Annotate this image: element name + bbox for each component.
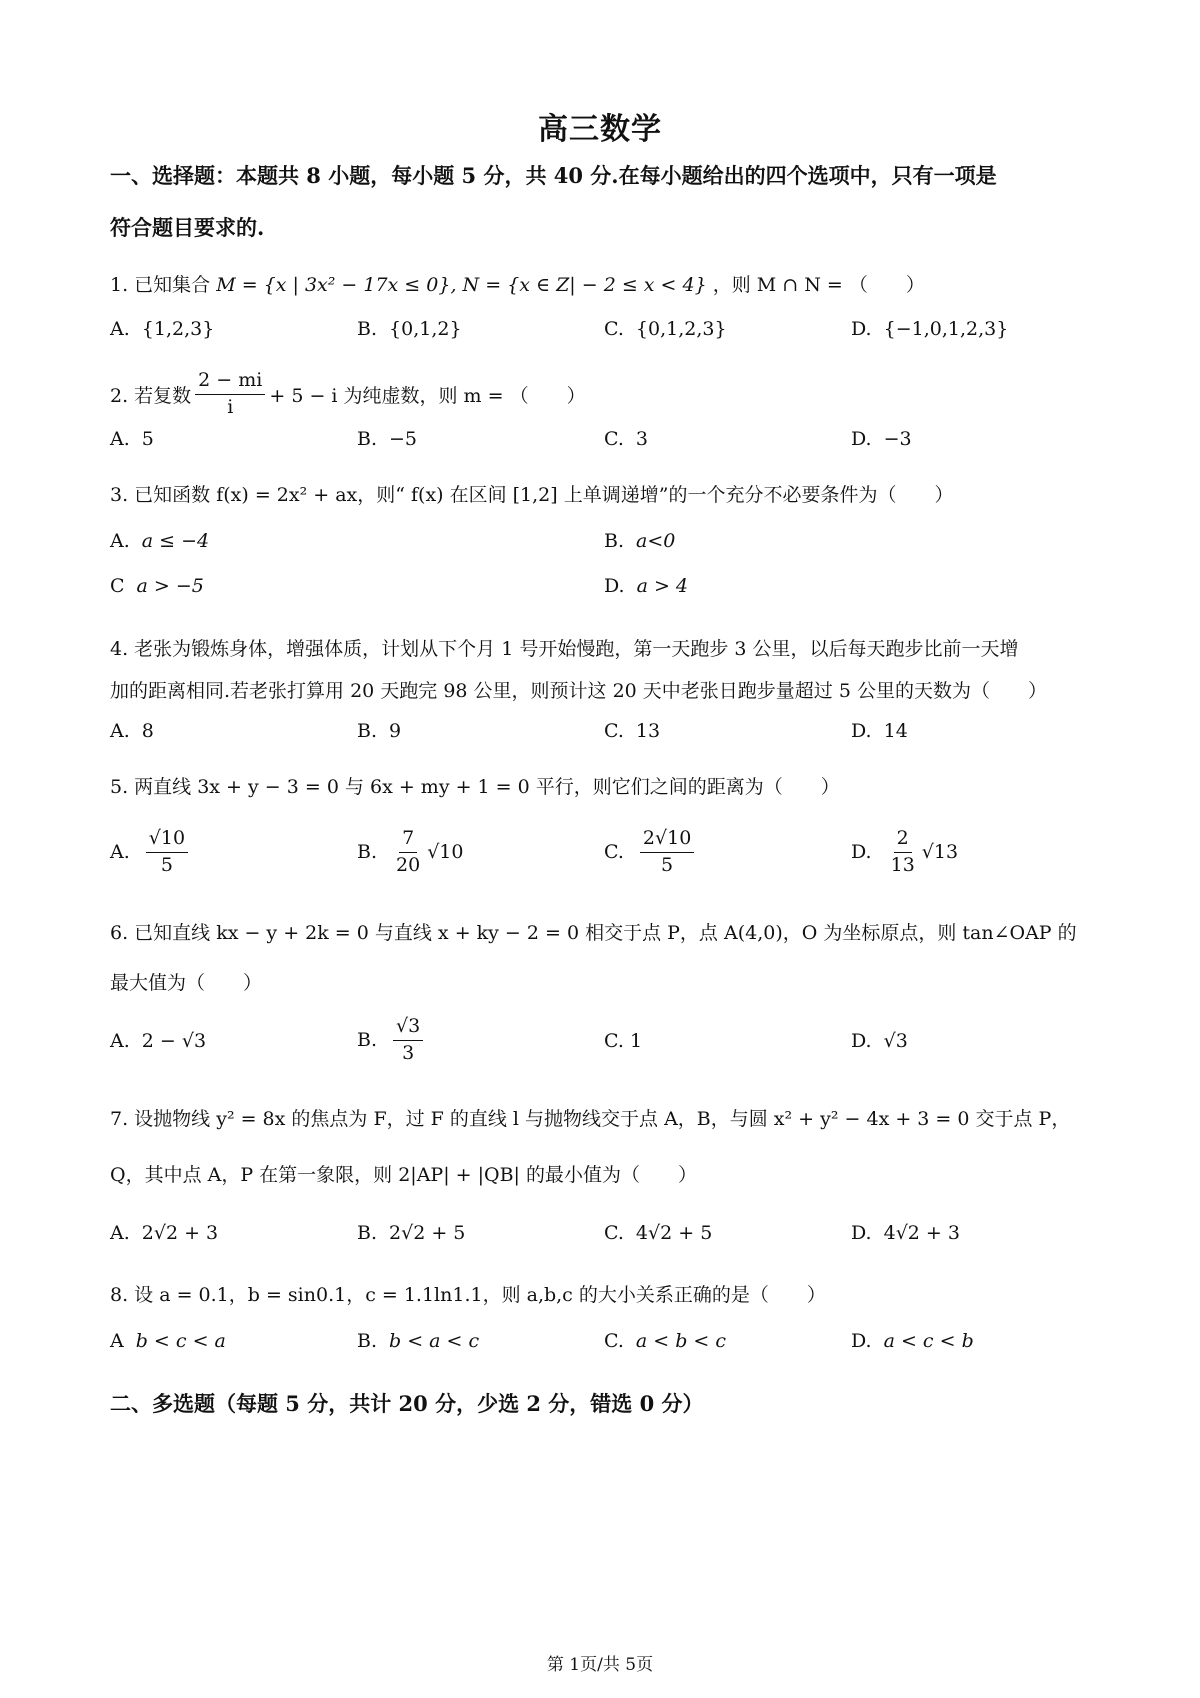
q1-options	[110, 318, 1100, 358]
page-title: 高三数学	[538, 112, 662, 147]
question-6: 6. 已知直线 kx − y + 2k = 0 与直线 x + ky − 2 = 0 相交于点 P，点 A(4,0)，O 为坐标原点，则 tan∠OAP 的	[110, 922, 1077, 944]
option-value: 5	[141, 428, 154, 450]
q2-fraction	[195, 370, 265, 419]
q5-d-fraction	[888, 828, 918, 877]
q2-prefix: 2. 若复数	[110, 384, 192, 407]
option-label: A.	[110, 841, 130, 864]
q6-options	[110, 1012, 1100, 1082]
option-value: b < a < c	[389, 1330, 480, 1352]
q7-option-b[interactable]	[357, 1222, 465, 1244]
q3-option-c[interactable]	[110, 575, 204, 597]
q2-frac-num: 2 − mi	[195, 370, 265, 395]
frac-num: 2√10	[640, 828, 694, 853]
q5-c-fraction	[640, 828, 694, 877]
option-label: C. 1	[604, 1030, 643, 1052]
option-value: a ≤ −4	[141, 530, 210, 552]
option-label: C.	[604, 428, 624, 450]
option-value: 9	[389, 720, 402, 742]
q6-option-d[interactable]	[851, 1030, 908, 1052]
option-value: {0,1,2,3}	[635, 318, 727, 340]
q2-frac-den: i	[227, 395, 234, 418]
option-label: B.	[357, 720, 378, 742]
question-8: 8. 设 a = 0.1，b = sin0.1，c = 1.1ln1.1，则 a,b,c 的大小关系正确的是（ ）	[110, 1284, 826, 1306]
option-value: {1,2,3}	[141, 318, 215, 340]
option-label: D.	[851, 1222, 872, 1244]
question-2	[110, 370, 586, 419]
option-label: C.	[604, 720, 624, 742]
option-label: A.	[110, 428, 130, 450]
option-value: a > −5	[136, 575, 204, 597]
option-label: C.	[604, 1330, 624, 1352]
option-label: A.	[110, 720, 130, 742]
section-1-heading: 一、选择题：本题共 8 小题，每小题 5 分，共 40 分.在每小题给出的四个选项中，只有一项是	[110, 163, 997, 188]
option-label: B.	[357, 841, 378, 864]
question-4-cont: 加的距离相同.若老张打算用 20 天跑完 98 公里，则预计这 20 天中老张日跑步量超过 5 公里的天数为（ ）	[110, 680, 1047, 702]
q5-b-fraction	[393, 828, 423, 877]
question-7-cont: Q，其中点 A，P 在第一象限，则 2|AP| + |QB| 的最小值为（ ）	[110, 1164, 697, 1186]
option-label: A.	[110, 1222, 130, 1244]
q8-option-a[interactable]	[110, 1330, 226, 1352]
q5-d-root: √13	[921, 841, 959, 864]
q2-option-d[interactable]	[851, 428, 912, 450]
q8-option-d[interactable]	[851, 1330, 974, 1352]
option-label: B.	[357, 318, 378, 340]
q2-option-a[interactable]	[110, 428, 154, 450]
option-label: A.	[110, 530, 130, 552]
option-label: D.	[851, 720, 872, 742]
q4-option-a[interactable]	[110, 720, 154, 742]
q1-sets: M = {x | 3x² − 17x ≤ 0}, N = {x ∈ Z| − 2 ≤ x < 4}	[216, 274, 707, 296]
q7-options	[110, 1222, 1100, 1262]
option-value: a > 4	[636, 575, 689, 597]
q2-option-b[interactable]	[357, 428, 417, 450]
option-value: 4√2 + 5	[635, 1222, 713, 1244]
question-3: 3. 已知函数 f(x) = 2x² + ax，则“ f(x) 在区间 [1,2] 上单调递增”的一个充分不必要条件为（ ）	[110, 484, 954, 506]
question-1	[110, 270, 925, 297]
option-value: a < c < b	[883, 1330, 974, 1352]
option-label: D.	[851, 1330, 872, 1352]
q5-option-c[interactable]	[604, 828, 698, 877]
q1-option-c[interactable]	[604, 318, 727, 340]
option-value: 8	[141, 720, 154, 742]
option-value: {−1,0,1,2,3}	[883, 318, 1009, 340]
option-value: 3	[635, 428, 648, 450]
option-label: B.	[357, 1330, 378, 1352]
q2-options	[110, 428, 1100, 468]
option-value: 4√2 + 3	[883, 1222, 960, 1244]
q5-option-a[interactable]	[110, 828, 192, 877]
q1-option-b[interactable]	[357, 318, 462, 340]
section-1-heading-cont: 符合题目要求的.	[110, 215, 265, 240]
option-label: D.	[851, 1030, 872, 1052]
option-label: B.	[357, 1029, 378, 1052]
q8-option-c[interactable]	[604, 1330, 726, 1352]
q2-suffix: + 5 − i 为纯虚数，则 m = （ ）	[269, 384, 586, 407]
q7-option-d[interactable]	[851, 1222, 960, 1244]
q8-option-b[interactable]	[357, 1330, 479, 1352]
option-value: −5	[389, 428, 418, 450]
option-label: D.	[851, 841, 872, 864]
q3-option-b[interactable]	[604, 530, 675, 552]
q6-option-a[interactable]	[110, 1030, 206, 1052]
option-label: C.	[604, 1222, 624, 1244]
q6-option-b[interactable]	[357, 1016, 427, 1065]
frac-den: 5	[661, 853, 674, 876]
option-label: D.	[851, 428, 872, 450]
option-label: A.	[110, 318, 130, 340]
option-value: 2√2 + 3	[141, 1222, 219, 1244]
question-5: 5. 两直线 3x + y − 3 = 0 与 6x + my + 1 = 0 平行，则它们之间的距离为（ ）	[110, 776, 840, 798]
frac-den: 20	[396, 853, 421, 876]
frac-den: 3	[402, 1041, 415, 1064]
q5-option-d[interactable]	[851, 828, 958, 877]
q4-option-b[interactable]	[357, 720, 401, 742]
frac-num: 7	[399, 828, 417, 853]
option-label: D.	[604, 575, 625, 597]
frac-den: 13	[890, 853, 915, 876]
q3-options-row1	[110, 530, 1100, 570]
option-label: D.	[851, 318, 872, 340]
option-value: a<0	[636, 530, 676, 552]
q5-b-root: √10	[427, 841, 464, 864]
option-value: 2√2 + 5	[389, 1222, 466, 1244]
option-value: {0,1,2}	[389, 318, 462, 340]
option-label: B.	[357, 428, 378, 450]
q5-options	[110, 822, 1100, 892]
q4-option-c[interactable]	[604, 720, 660, 742]
q7-option-a[interactable]	[110, 1222, 218, 1244]
q6-option-c[interactable]	[604, 1030, 654, 1052]
q1-suffix: ，则 M ∩ N = （ ）	[712, 274, 925, 296]
option-value: a < b < c	[635, 1330, 727, 1352]
q3-option-d[interactable]	[604, 575, 688, 597]
q5-a-fraction	[146, 828, 188, 877]
frac-num: 2	[894, 828, 912, 853]
frac-num: √10	[146, 828, 188, 853]
question-4: 4. 老张为锻炼身体，增强体质，计划从下个月 1 号开始慢跑，第一天跑步 3 公里，以后每天跑步比前一天增	[110, 638, 1019, 660]
q5-option-b[interactable]	[357, 828, 464, 877]
option-value: −3	[883, 428, 912, 450]
q4-option-d[interactable]	[851, 720, 908, 742]
q1-option-a[interactable]	[110, 318, 214, 340]
q6-b-fraction	[393, 1016, 423, 1065]
q4-options	[110, 720, 1100, 760]
q8-options	[110, 1330, 1100, 1370]
option-label: A	[110, 1330, 124, 1352]
section-2-heading: 二、多选题（每题 5 分，共计 20 分，少选 2 分，错选 0 分）	[110, 1391, 704, 1416]
option-label: A.	[110, 1030, 130, 1052]
q3-option-a[interactable]	[110, 530, 209, 552]
q7-option-c[interactable]	[604, 1222, 712, 1244]
option-value: 2 − √3	[141, 1030, 207, 1052]
option-value: √3	[883, 1030, 908, 1052]
option-label: B.	[357, 1222, 378, 1244]
page-footer: 第 1页/共 5页	[546, 1655, 654, 1675]
q1-option-d[interactable]	[851, 318, 1008, 340]
question-7: 7. 设抛物线 y² = 8x 的焦点为 F，过 F 的直线 l 与抛物线交于点 A，B，与圆 x² + y² − 4x + 3 = 0 交于点 P，	[110, 1108, 1071, 1130]
frac-num: √3	[393, 1016, 423, 1041]
q2-option-c[interactable]	[604, 428, 648, 450]
option-label: C.	[604, 318, 624, 340]
q3-options-row2	[110, 575, 1100, 615]
option-label: C	[110, 575, 125, 597]
option-value: 13	[635, 720, 661, 742]
frac-den: 5	[160, 853, 173, 876]
question-6-cont: 最大值为（ ）	[110, 972, 263, 994]
option-value: 14	[883, 720, 908, 742]
q1-prefix: 1. 已知集合	[110, 274, 211, 296]
option-label: C.	[604, 841, 624, 864]
option-label: B.	[604, 530, 625, 552]
option-value: b < c < a	[135, 1330, 226, 1352]
